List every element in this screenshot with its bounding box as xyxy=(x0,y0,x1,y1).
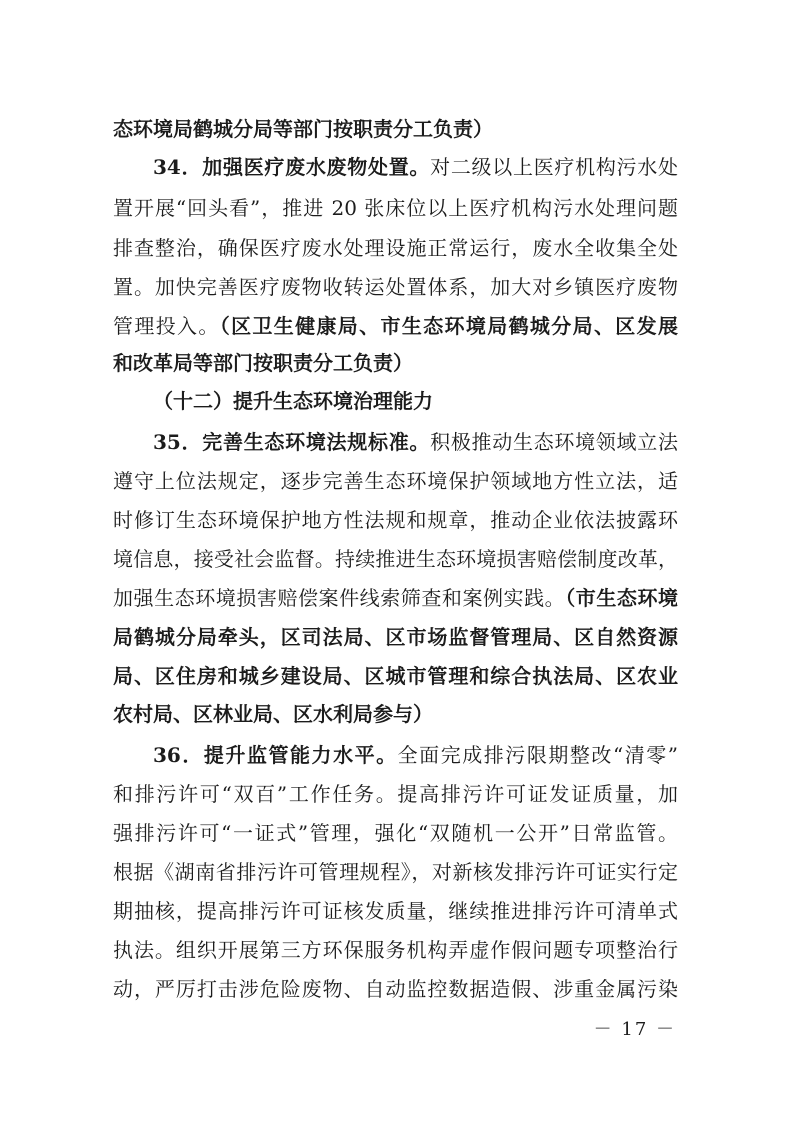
item-36-title: 36．提升监管能力水平。 xyxy=(153,743,398,767)
body-text: 置开展“回头看”，推进 20 张床位以上医疗机构污水处理问题 xyxy=(113,196,678,220)
text-line xyxy=(113,659,678,693)
body-text: 和排污许可“双百”工作任务。提高排污许可证发证质量，加 xyxy=(113,782,678,806)
text-line xyxy=(113,855,678,889)
responsible-departments: 局鹤城分局牵头，区司法局、区市场监督管理局、区自然资源 xyxy=(113,625,678,649)
responsible-departments: （区卫生健康局、市生态环境局鹤城分局、区发展 xyxy=(219,314,679,338)
text-line xyxy=(113,933,678,967)
text-line xyxy=(113,346,678,380)
body-text: 境信息，接受社会监督。持续推进生态环境损害赔偿制度改革， xyxy=(113,547,678,571)
body-text: 根据《湖南省排污许可管理规程》，对新核发排污许可证实行定 xyxy=(113,860,678,884)
text-line xyxy=(113,231,678,265)
text-line xyxy=(113,777,678,811)
text-line xyxy=(113,112,678,146)
body-text: 强排污许可“一证式”管理，强化“双随机一公开”日常监管。 xyxy=(113,821,678,845)
text-line xyxy=(113,894,678,928)
body-text: 遵守上位法规定，逐步完善生态环境保护领域地方性立法，适 xyxy=(113,469,678,493)
bold-text: 态环境局鹤城分局等部门按职责分工负责） xyxy=(113,117,493,141)
body-text: 执法。组织开展第三方环保服务机构弄虚作假问题专项整治行 xyxy=(113,938,678,962)
text-line xyxy=(113,191,678,225)
text-line xyxy=(113,309,678,343)
body-text: 时修订生态环境保护地方性法规和规章，推动企业依法披露环 xyxy=(113,508,678,532)
section-12-title: （十二）提升生态环境治理能力 xyxy=(153,389,433,413)
text-line xyxy=(113,464,678,498)
item-34-heading-line xyxy=(153,150,678,184)
text-line xyxy=(113,542,678,576)
text-line xyxy=(113,503,678,537)
responsible-departments: 局、区住房和城乡建设局、区城市管理和综合执法局、区农业 xyxy=(113,664,678,688)
body-text: 动，严厉打击涉危险废物、自动监控数据造假、涉重金属污染 xyxy=(113,977,678,1001)
body-text: 全面完成排污限期整改“清零” xyxy=(397,743,678,767)
text-line xyxy=(113,972,678,1006)
body-text: 对二级以上医疗机构污水处 xyxy=(430,155,678,179)
responsible-departments: 农村局、区林业局、区水利局参与） xyxy=(113,702,433,726)
responsible-departments: 和改革局等部门按职责分工负责） xyxy=(113,351,413,375)
text-line xyxy=(113,816,678,850)
item-36-heading-line xyxy=(153,738,678,772)
body-text: 排查整治，确保医疗废水处理设施正常运行，废水全收集全处 xyxy=(113,236,678,260)
text-line xyxy=(113,620,678,654)
text-line xyxy=(113,697,678,731)
body-text: 置。加快完善医疗废物收转运处置体系，加大对乡镇医疗废物 xyxy=(113,275,678,299)
item-35-title: 35．完善生态环境法规标准。 xyxy=(153,430,431,454)
text-line xyxy=(113,581,678,615)
responsible-departments: （市生态环境 xyxy=(565,586,679,610)
body-text: 加强生态环境损害赔偿案件线索筛查和案例实践。 xyxy=(113,586,566,610)
body-text: 积极推动生态环境领域立法 xyxy=(430,430,678,454)
body-text: 管理投入。 xyxy=(113,314,220,338)
item-35-heading-line xyxy=(153,425,678,459)
text-line xyxy=(113,270,678,304)
page-number: － 17 － xyxy=(593,1019,676,1040)
item-34-title: 34．加强医疗废水废物处置。 xyxy=(153,155,431,179)
body-text: 期抽核，提高排污许可证核发质量，继续推进排污许可清单式 xyxy=(113,899,678,923)
section-heading xyxy=(153,384,678,418)
